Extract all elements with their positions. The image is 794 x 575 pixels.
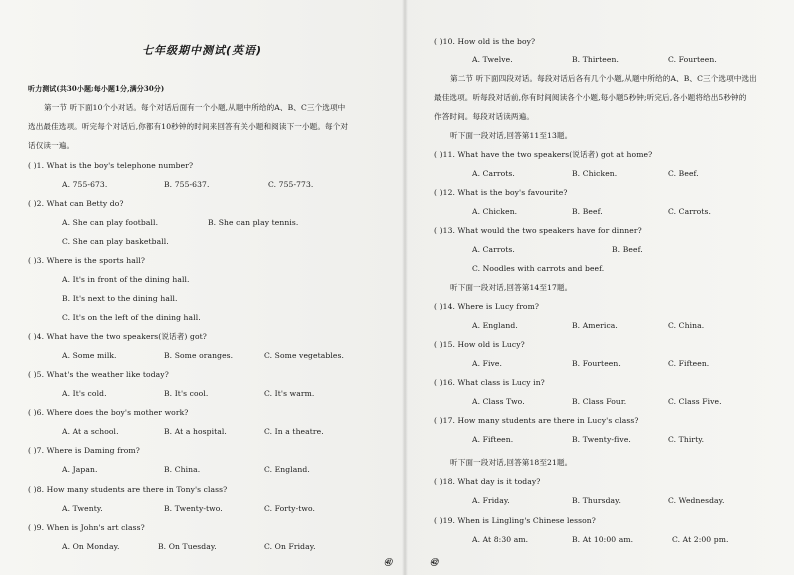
q10-option-c: C. Fourteen. — [668, 55, 717, 64]
passage-1-prompt: 听下面一段对话,回答第11至13题。 — [450, 131, 573, 140]
section2-instructions-line3: 作答时间。每段对话读两遍。 — [434, 112, 535, 121]
q8-option-b: B. Twenty-two. — [164, 504, 223, 513]
question-7: ( )7. Where is Daming from? — [28, 446, 140, 455]
section1-instructions-line3: 话仅读一遍。 — [28, 141, 75, 150]
question-15: ( )15. How old is Lucy? — [434, 340, 525, 349]
q14-option-b: B. America. — [572, 321, 618, 330]
q16-option-a: A. Class Two. — [472, 397, 525, 406]
q1-option-a: A. 755-673. — [62, 180, 108, 189]
listening-header: 听力测试(共30小题;每小题1分,满分30分) — [28, 84, 165, 93]
question-5: ( )5. What's the weather like today? — [28, 370, 169, 379]
q10-option-b: B. Thirteen. — [572, 55, 619, 64]
right-page-number-mark: ㊷ — [430, 557, 439, 567]
q14-option-a: A. England. — [472, 321, 518, 330]
question-6: ( )6. Where does the boy's mother work? — [28, 408, 189, 417]
q15-option-c: C. Fifteen. — [668, 359, 710, 368]
q18-option-a: A. Friday. — [472, 496, 510, 505]
passage-2-prompt: 听下面一段对话,回答第14至17题。 — [450, 283, 573, 292]
question-2: ( )2. What can Betty do? — [28, 199, 124, 208]
page-fold — [402, 0, 408, 575]
q12-option-b: B. Beef. — [572, 207, 603, 216]
q4-option-b: B. Some oranges. — [164, 351, 234, 360]
passage-3-prompt: 听下面一段对话,回答第18至21题。 — [450, 458, 573, 467]
q16-option-c: C. Class Five. — [668, 397, 722, 406]
q14-option-c: C. China. — [668, 321, 705, 330]
section2-instructions-line1: 第二节 听下面四段对话。每段对话后各有几个小题,从题中所给的A、B、C三个选项中选出 — [450, 74, 757, 83]
q7-option-c: C. England. — [264, 465, 310, 474]
q16-option-b: B. Class Four. — [572, 397, 627, 406]
q4-option-a: A. Some milk. — [62, 351, 117, 360]
q15-option-b: B. Fourteen. — [572, 359, 621, 368]
q6-option-a: A. At a school. — [62, 427, 119, 436]
q17-option-b: B. Twenty-five. — [572, 435, 631, 444]
q9-option-a: A. On Monday. — [62, 542, 120, 551]
q11-option-a: A. Carrots. — [472, 169, 515, 178]
question-10: ( )10. How old is the boy? — [434, 37, 536, 46]
question-19: ( )19. When is Lingling's Chinese lesson? — [434, 516, 596, 525]
question-13: ( )13. What would the two speakers have for dinner? — [434, 226, 642, 235]
q1-option-c: C. 755-773. — [268, 180, 314, 189]
q12-option-c: C. Carrots. — [668, 207, 711, 216]
left-page-number-mark: ㊶ — [384, 557, 393, 567]
question-4: ( )4. What have the two speakers(说话者) got? — [28, 332, 207, 341]
q15-option-a: A. Five. — [472, 359, 503, 368]
question-16: ( )16. What class is Lucy in? — [434, 378, 545, 387]
q13-option-c: C. Noodles with carrots and beef. — [472, 264, 605, 273]
q2-option-a: A. She can play football. — [62, 218, 159, 227]
q9-option-b: B. On Tuesday. — [158, 542, 217, 551]
q6-option-b: B. At a hospital. — [164, 427, 227, 436]
section2-instructions-line2: 最佳选项。听每段对话前,你有时间阅读各个小题,每小题5秒钟;听完后,各小题将给出5秒钟的 — [434, 93, 747, 102]
q18-option-b: B. Thursday. — [572, 496, 622, 505]
question-9: ( )9. When is John's art class? — [28, 523, 145, 532]
q3-option-b: B. It's next to the dining hall. — [62, 294, 178, 303]
q11-option-b: B. Chicken. — [572, 169, 618, 178]
section1-instructions-line1: 第一节 听下面10个小对话。每个对话后面有一个小题,从题中所给的A、B、C三个选项中 — [44, 103, 346, 112]
q19-option-b: B. At 10:00 am. — [572, 535, 634, 544]
q17-option-a: A. Fifteen. — [472, 435, 514, 444]
question-11: ( )11. What have the two speakers(说话者) got at home? — [434, 150, 653, 159]
question-17: ( )17. How many students are there in Lucy's class? — [434, 416, 639, 425]
q5-option-a: A. It's cold. — [62, 389, 107, 398]
q3-option-a: A. It's in front of the dining hall. — [62, 275, 190, 284]
q10-option-a: A. Twelve. — [472, 55, 513, 64]
q19-option-a: A. At 8:30 am. — [472, 535, 529, 544]
q12-option-a: A. Chicken. — [472, 207, 518, 216]
section1-instructions-line2: 选出最佳选项。听完每个对话后,你都有10秒钟的时间来回答有关小题和阅读下一小题。每个对 — [28, 122, 349, 131]
question-3: ( )3. Where is the sports hall? — [28, 256, 146, 265]
q2-option-b: B. She can play tennis. — [208, 218, 299, 227]
question-18: ( )18. What day is it today? — [434, 477, 541, 486]
q1-option-b: B. 755-637. — [164, 180, 210, 189]
q8-option-c: C. Forty-two. — [264, 504, 316, 513]
q13-option-b: B. Beef. — [612, 245, 643, 254]
q8-option-a: A. Twenty. — [62, 504, 103, 513]
q11-option-c: C. Beef. — [668, 169, 699, 178]
q3-option-c: C. It's on the left of the dining hall. — [62, 313, 201, 322]
question-8: ( )8. How many students are there in Tony's class? — [28, 485, 228, 494]
q5-option-c: C. It's warm. — [264, 389, 315, 398]
question-12: ( )12. What is the boy's favourite? — [434, 188, 568, 197]
q19-option-c: C. At 2:00 pm. — [672, 535, 729, 544]
q2-option-c: C. She can play basketball. — [62, 237, 169, 246]
q5-option-b: B. It's cool. — [164, 389, 209, 398]
question-1: ( )1. What is the boy's telephone number? — [28, 161, 194, 170]
question-14: ( )14. Where is Lucy from? — [434, 302, 540, 311]
q18-option-c: C. Wednesday. — [668, 496, 725, 505]
page-title: 七年级期中测试(英语) — [142, 44, 263, 57]
q7-option-b: B. China. — [164, 465, 201, 474]
q4-option-c: C. Some vegetables. — [264, 351, 344, 360]
q13-option-a: A. Carrots. — [472, 245, 515, 254]
q17-option-c: C. Thirty. — [668, 435, 705, 444]
q6-option-c: C. In a theatre. — [264, 427, 324, 436]
q9-option-c: C. On Friday. — [264, 542, 316, 551]
q7-option-a: A. Japan. — [62, 465, 98, 474]
